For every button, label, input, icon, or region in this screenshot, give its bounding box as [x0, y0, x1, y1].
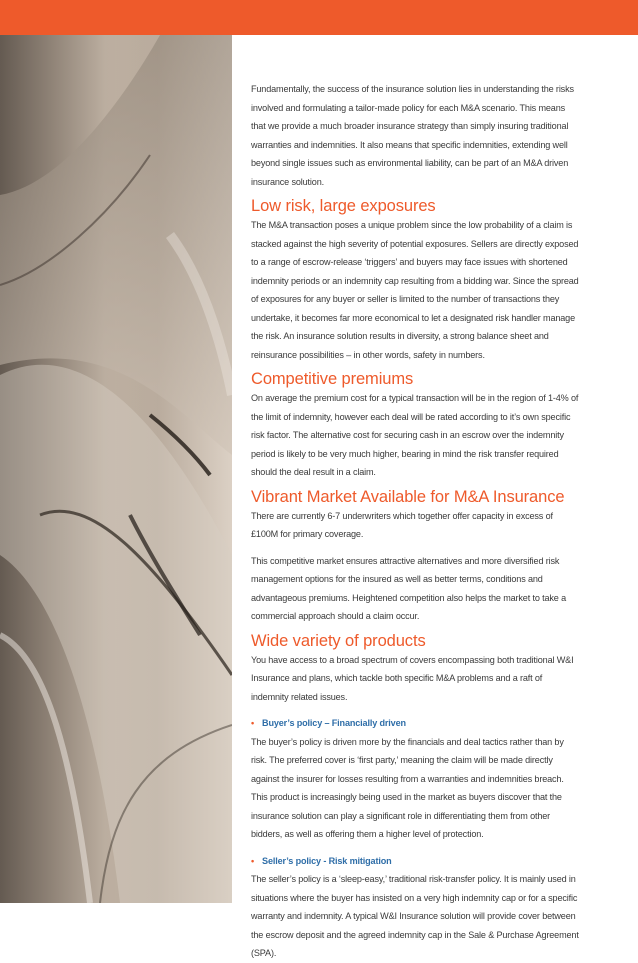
buyer-policy-title: Buyer’s policy – Financially driven [262, 718, 406, 728]
heading-competitive-premiums: Competitive premiums [251, 370, 414, 388]
steel-curves-illustration [0, 35, 232, 903]
header-accent-bar [0, 0, 638, 35]
premiums-paragraph: On average the premium cost for a typical transaction will be in the region of 1-4% of the limit of indemnity, however each deal will be rated according to it’s own specific risk factor. The alternative cost for securing cash in an escrow over the indemnity period is likely to be very much higher, bearing in mind the risk transfer required should the deal result in a claim. [251, 393, 579, 477]
seller-policy-paragraph: The seller’s policy is a ‘sleep-easy,’ traditional risk-transfer policy. It is mainly used in situations where the buyer has insisted on a very high indemnity cap or for a specific warranty and indemnity. A typical W&I Insurance solution will provide cover between the escrow deposit and the agreed indemnity cap in the Sale & Purchase Agreement (SPA). [251, 874, 579, 958]
market-paragraph-1: There are currently 6-7 underwriters which together offer capacity in excess of £100M for primary coverage. [251, 510, 553, 539]
bullet-icon: • [251, 855, 255, 866]
seller-policy-title: Seller’s policy - Risk mitigation [262, 855, 392, 866]
market-paragraph-2: This competitive market ensures attractive alternatives and more diversified risk management options for the insured as well as better terms, conditions and advantageous premiums. Heightened competition also helps the market to take a commercial approach should a claim occur. [251, 555, 567, 621]
decorative-photo-panel [0, 35, 232, 903]
heading-low-risk: Low risk, large exposures [251, 197, 436, 215]
buyer-policy-heading [251, 714, 581, 733]
buyer-policy-paragraph: The buyer’s policy is driven more by the financials and deal tactics rather than by risk. The preferred cover is ‘first party,’ meaning the claim will be made directly against the insurer for losses resulting from a warranties and indemnities breach. This product is increasingly being used in the market as buyers discover that the insurance solution can play a significant role in differentiating them from other bidders, as well as offering them a higher level of protection. [251, 736, 564, 839]
heading-wide-variety: Wide variety of products [251, 631, 426, 650]
seller-policy-heading [251, 852, 581, 871]
heading-vibrant-market: Vibrant Market Available for M&A Insurance [251, 487, 565, 506]
bullet-icon: • [251, 718, 255, 728]
intro-paragraph: Fundamentally, the success of the insurance solution lies in understanding the risks involved and formulating a tailor-made policy for each M&A scenario. This means that we provide a much broader insurance strategy than simply insuring traditional warranties and indemnities. It also means that specific indemnities, extending well beyond single issues such as environmental liability, can be part of an M&A driven insurance solution. [251, 84, 574, 187]
low-risk-paragraph: The M&A transaction poses a unique problem since the low probability of a claim is stacked against the high severity of potential exposures. Sellers are directly exposed to a range of escrow-release ‘triggers’ and buyers may face issues with shortened indemnity periods or an indemnity cap resulting from a bidding war. Since the spread of exposures for any buyer or seller is limited to the number of transactions they undertake, it becomes far more economical to let a designated risk handler manage the risk. An insurance solution results in diversity, a strong balance sheet and reinsurance possibilities – in other words, safety in numbers. [251, 220, 579, 360]
products-paragraph: You have access to a broad spectrum of covers encompassing both traditional W&I Insurance and plans, which tackle both specific M&A problems and a raft of indemnity related issues. [251, 654, 574, 702]
article-body [251, 80, 581, 963]
